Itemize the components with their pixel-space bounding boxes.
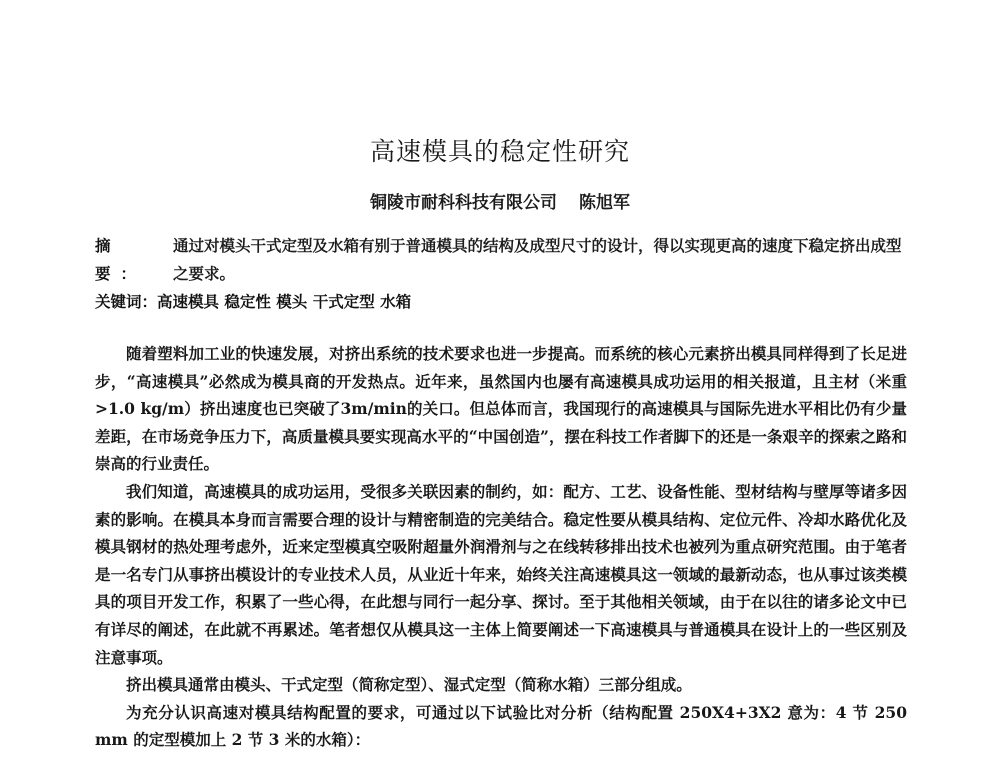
body-text: [95, 340, 907, 754]
abstract-label: 摘 要：: [95, 236, 147, 283]
paragraph: 为充分认识高速对模具结构配置的要求，可通过以下试验比对分析（结构配置 250X4+3X2 意为：4 节 250 mm 的定型模加上 2 节 3 米的水箱）：: [95, 702, 907, 750]
organization: 铜陵市耐科科技有限公司: [370, 193, 557, 213]
byline: [0, 188, 1000, 213]
paragraph: 随着塑料加工业的快速发展，对挤出系统的技术要求也进一步提高。而系统的核心元素挤出模具同样得到了长足进步，“高速模具”必然成为模具商的开发热点。近年来，虽然国内也屡有高速模具成功运用的相关报道，且主材（米重>1.0 kg/m）挤出速度也已突破了3m/min的关口。但总体而言，我国现行的高速模具与国际先进水平相比仍有少量差距，在市场竞争压力下，高质量模具要实现高水平的“中国创造”，摆在科技工作者脚下的还是一条艰辛的探索之路和崇高的行业责任。: [95, 344, 907, 474]
keywords-label: 关键词：: [95, 292, 158, 311]
author: 陈旭军: [579, 193, 630, 213]
abstract: [95, 232, 915, 288]
paragraph: 挤出模具通常由模头、干式定型（简称定型）、湿式定型（简称水箱）三部分组成。: [126, 675, 692, 695]
keywords-text: 高速模具 稳定性 模头 干式定型 水箱: [157, 292, 412, 311]
abstract-text: 通过对模头干式定型及水箱有别于普通模具的结构及成型尺寸的设计，得以实现更高的速度下稳定挤出成型之要求。: [173, 236, 902, 283]
keywords: [95, 288, 915, 316]
paper-title: 高速模具的稳定性研究: [369, 137, 630, 166]
paragraph: 我们知道，高速模具的成功运用，受很多关联因素的制约，如：配方、工艺、设备性能、型材结构与壁厚等诸多因素的影响。在模具本身而言需要合理的设计与精密制造的完美结合。稳定性要从模具结构、定位元件、冷却水路优化及模具钢材的热处理考虑外，近来定型模真空吸附超量外润滑剂与之在线转移排出技术也被列为重点研究范围。由于笔者是一名专门从事挤出模设计的专业技术人员，从业近十年来，始终关注高速模具这一领域的最新动态，也从事过该类模具的项目开发工作，积累了一些心得，在此想与同行一起分享、探讨。至于其他相关领域，由于在以往的诸多论文中已有详尽的阐述，在此就不再累述。笔者想仅从模具这一主体上简要阐述一下高速模具与普通模具在设计上的一些区别及注意事项。: [95, 481, 907, 667]
